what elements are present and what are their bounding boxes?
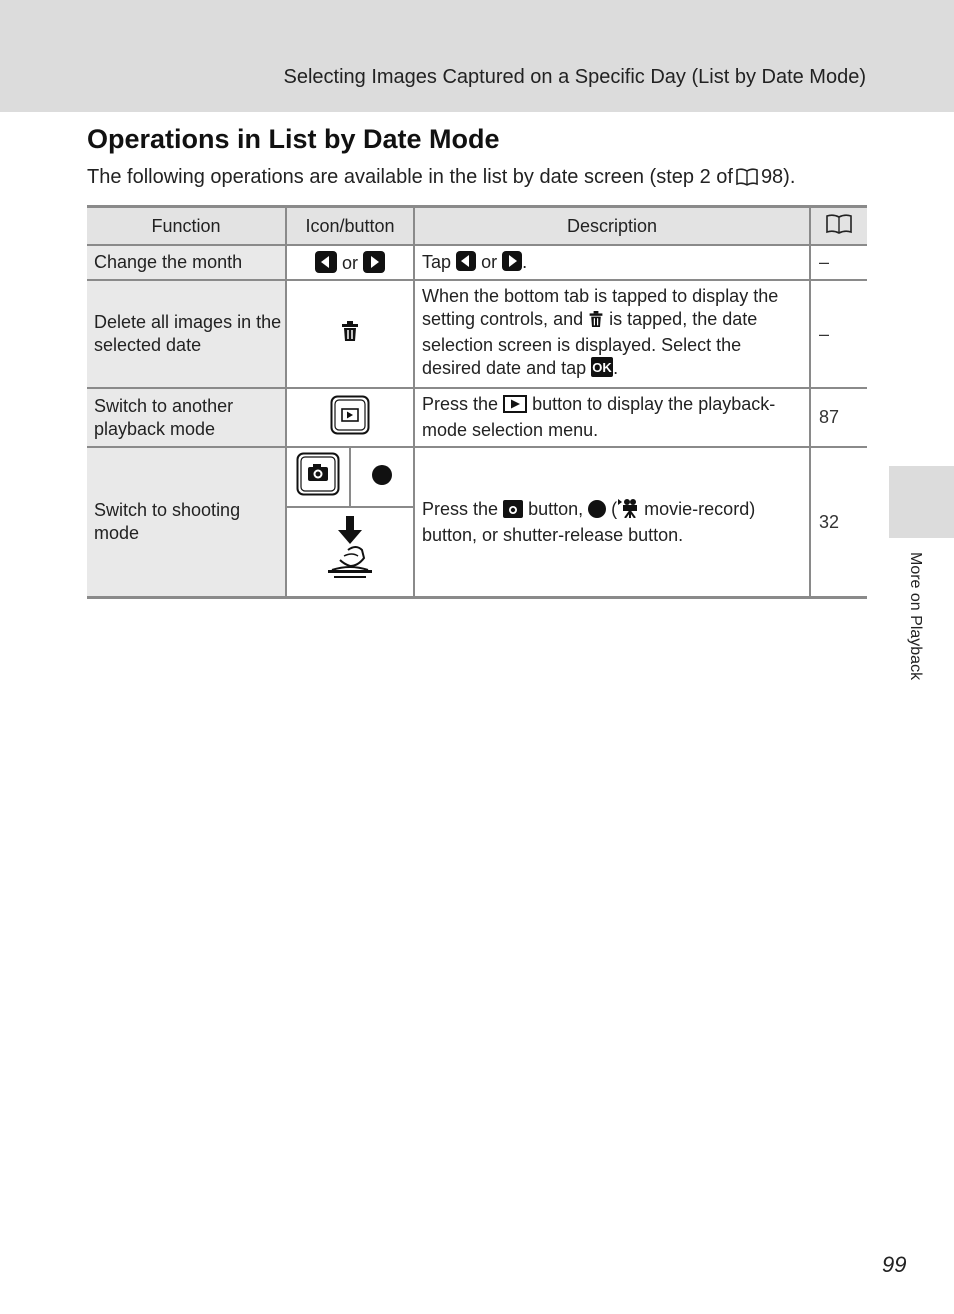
- shutter-release-button-icon[interactable]: [322, 514, 378, 590]
- desc-text: .: [522, 252, 528, 272]
- playback-button-icon[interactable]: [330, 395, 370, 441]
- intro-text: [87, 166, 795, 192]
- table-row: [87, 447, 867, 598]
- section-title: Operations in List by Date Mode: [87, 124, 500, 154]
- trash-icon[interactable]: [340, 320, 360, 348]
- desc-text: Tap: [422, 252, 452, 272]
- function-cell: Change the month: [87, 245, 286, 280]
- description-cell: [414, 280, 810, 388]
- desc-text: Press the: [422, 394, 499, 414]
- page-number: 99: [882, 1252, 907, 1277]
- shooting-icons-grid: [287, 448, 413, 596]
- header-description: Description: [414, 207, 810, 246]
- header-band: [0, 0, 954, 112]
- right-arrow-icon: [502, 251, 522, 271]
- left-arrow-button-icon[interactable]: [315, 251, 337, 273]
- icon-subcell: [287, 507, 413, 596]
- desc-text: .: [613, 358, 619, 378]
- running-header: Selecting Images Captured on a Specific Day (List by Date Mode): [283, 66, 866, 88]
- header-reference: [810, 207, 867, 246]
- desc-text: is tapped, the date selection screen is displayed. Select the desired date and tap: [422, 309, 758, 378]
- desc-text: or: [481, 252, 498, 272]
- icon-or-text: or: [341, 252, 358, 273]
- side-tab-label: More on Playback: [907, 552, 924, 681]
- svg-text:OK: OK: [592, 360, 612, 375]
- reference-cell: –: [810, 280, 867, 388]
- side-tab: [889, 466, 954, 538]
- header-icon-button: Icon/button: [286, 207, 414, 246]
- book-icon: [826, 218, 852, 238]
- reference-cell: –: [810, 245, 867, 280]
- desc-text: button,: [528, 498, 584, 519]
- movie-record-button-icon[interactable]: [372, 465, 392, 485]
- icon-cell: [286, 245, 414, 280]
- record-dot-icon: [588, 500, 606, 518]
- table-row: [87, 388, 867, 447]
- desc-text: Press the: [422, 498, 499, 519]
- icon-cell: [286, 280, 414, 388]
- description-cell: [414, 447, 810, 598]
- playback-icon: [503, 395, 527, 419]
- desc-text: When the bottom tab is tapped to display the setting controls, and: [422, 286, 779, 329]
- desc-text: (: [611, 498, 618, 519]
- icon-subcell: [287, 448, 350, 507]
- description-cell: [414, 245, 810, 280]
- function-cell: Delete all images in the selected date: [87, 280, 286, 388]
- book-icon: [736, 168, 758, 192]
- camera-icon: [503, 500, 523, 524]
- icon-cell: [286, 388, 414, 447]
- description-cell: [414, 388, 810, 447]
- reference-cell: 32: [810, 447, 867, 598]
- desc-text: button to display the playback-mode selection menu.: [422, 394, 776, 440]
- left-arrow-icon: [456, 251, 476, 271]
- ok-icon: [591, 357, 613, 383]
- function-cell: Switch to another playback mode: [87, 388, 286, 447]
- right-arrow-button-icon[interactable]: [363, 251, 385, 273]
- function-cell: Switch to shooting mode: [87, 447, 286, 598]
- desc-text: movie-record) button, or shutter-release button.: [422, 498, 756, 545]
- movie-camera-icon: [617, 498, 639, 524]
- operations-table: [87, 205, 867, 599]
- table-row: [87, 245, 867, 280]
- table-row: [87, 280, 867, 388]
- trash-icon: [588, 310, 604, 334]
- camera-button-icon[interactable]: [296, 452, 340, 502]
- reference-cell: 87: [810, 388, 867, 447]
- icon-subcell: [350, 448, 413, 507]
- intro-text-before: The following operations are available in the list by date screen (step 2 of: [87, 166, 733, 188]
- icon-cell: [286, 447, 414, 598]
- intro-page-ref: 98).: [760, 166, 796, 188]
- table-header-row: [87, 207, 867, 246]
- header-function: Function: [87, 207, 286, 246]
